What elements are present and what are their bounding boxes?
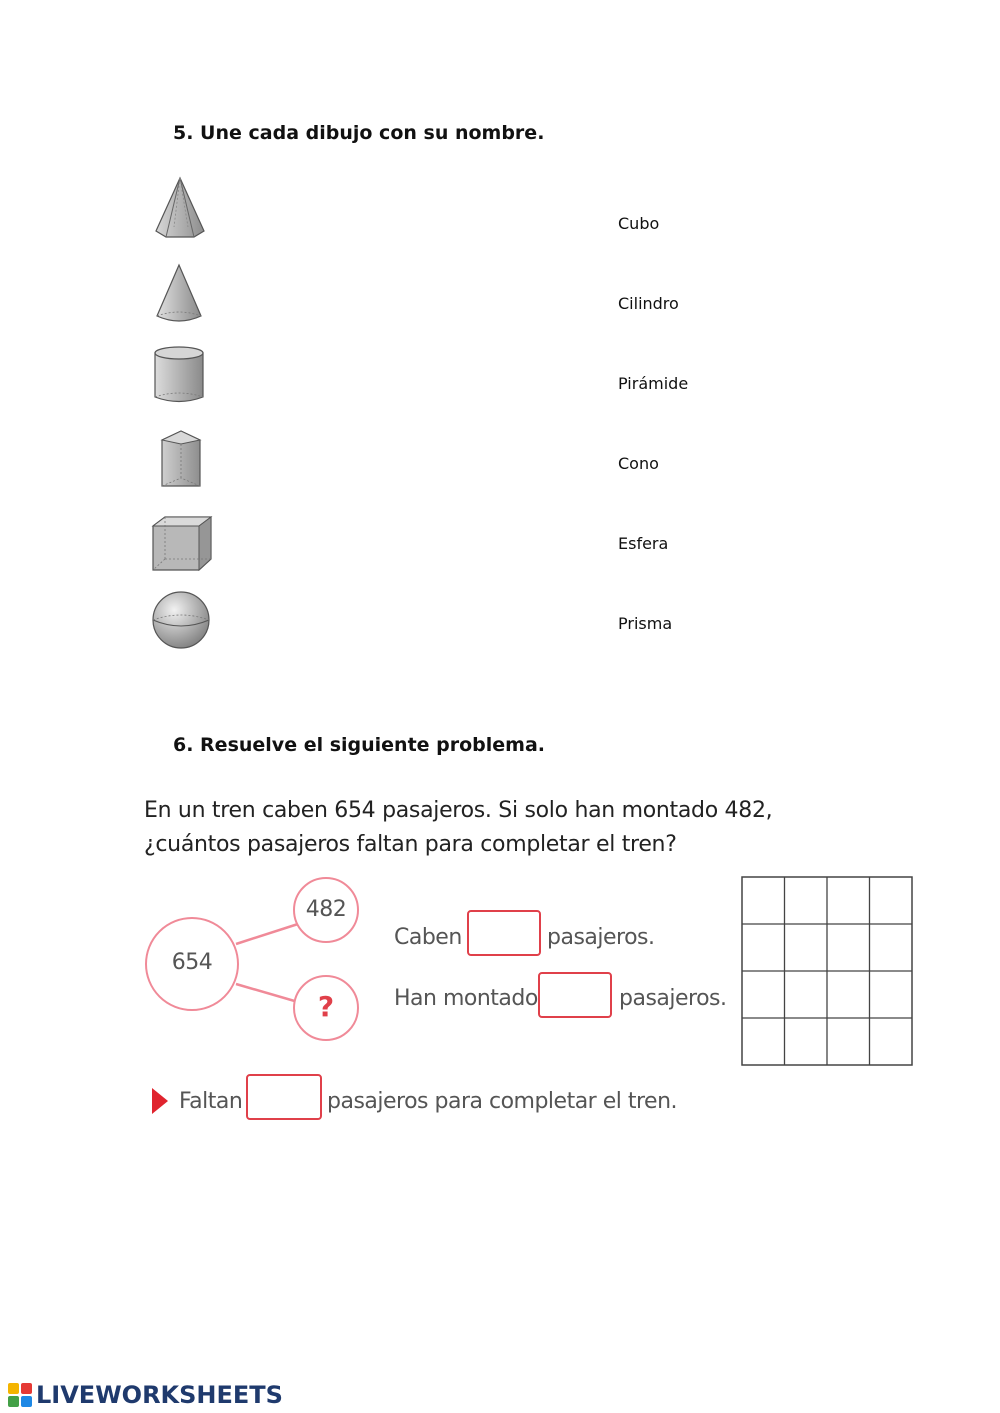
unknown-value: ? bbox=[317, 990, 335, 1023]
shape-name-esfera: Esfera bbox=[618, 534, 669, 553]
cylinder-icon bbox=[152, 344, 206, 406]
shape-name-cono: Cono bbox=[618, 454, 659, 473]
liveworksheets-logo bbox=[8, 1380, 283, 1410]
problem-line-1: En un tren caben 654 pasajeros. Si solo han montado 482, bbox=[144, 798, 773, 823]
caben-answer-box[interactable] bbox=[467, 910, 541, 956]
faltan-suffix: pasajeros para completar el tren. bbox=[327, 1089, 678, 1114]
shape-name-cilindro: Cilindro bbox=[618, 294, 679, 313]
work-grid[interactable] bbox=[741, 876, 914, 1068]
montado-answer-box[interactable] bbox=[538, 972, 612, 1018]
shape-name-piramide: Pirámide bbox=[618, 374, 689, 393]
logo-grid-icon bbox=[8, 1383, 32, 1407]
shape-name-cubo: Cubo bbox=[618, 214, 660, 233]
cone-icon bbox=[152, 262, 206, 324]
montado-suffix: pasajeros. bbox=[619, 986, 727, 1011]
pyramid-icon bbox=[150, 175, 210, 239]
logo-text: LIVEWORKSHEETS bbox=[36, 1381, 283, 1409]
faltan-label: Faltan bbox=[179, 1089, 243, 1114]
problem-line-2: ¿cuántos pasajeros faltan para completar el tren? bbox=[144, 832, 677, 857]
part-value: 482 bbox=[305, 897, 347, 922]
caben-suffix: pasajeros. bbox=[547, 925, 655, 950]
sphere-icon bbox=[150, 590, 212, 650]
caben-label: Caben bbox=[394, 925, 462, 950]
shape-name-prisma: Prisma bbox=[618, 614, 673, 633]
triangle-marker-icon bbox=[150, 1086, 170, 1116]
prism-icon bbox=[158, 428, 204, 492]
exercise-5-title: 5. Une cada dibujo con su nombre. bbox=[173, 122, 545, 144]
total-value: 654 bbox=[171, 950, 213, 975]
exercise-6-title: 6. Resuelve el siguiente problema. bbox=[173, 734, 546, 756]
montado-label: Han montado bbox=[394, 986, 538, 1011]
faltan-answer-box[interactable] bbox=[246, 1074, 322, 1120]
cube-icon bbox=[150, 514, 214, 574]
